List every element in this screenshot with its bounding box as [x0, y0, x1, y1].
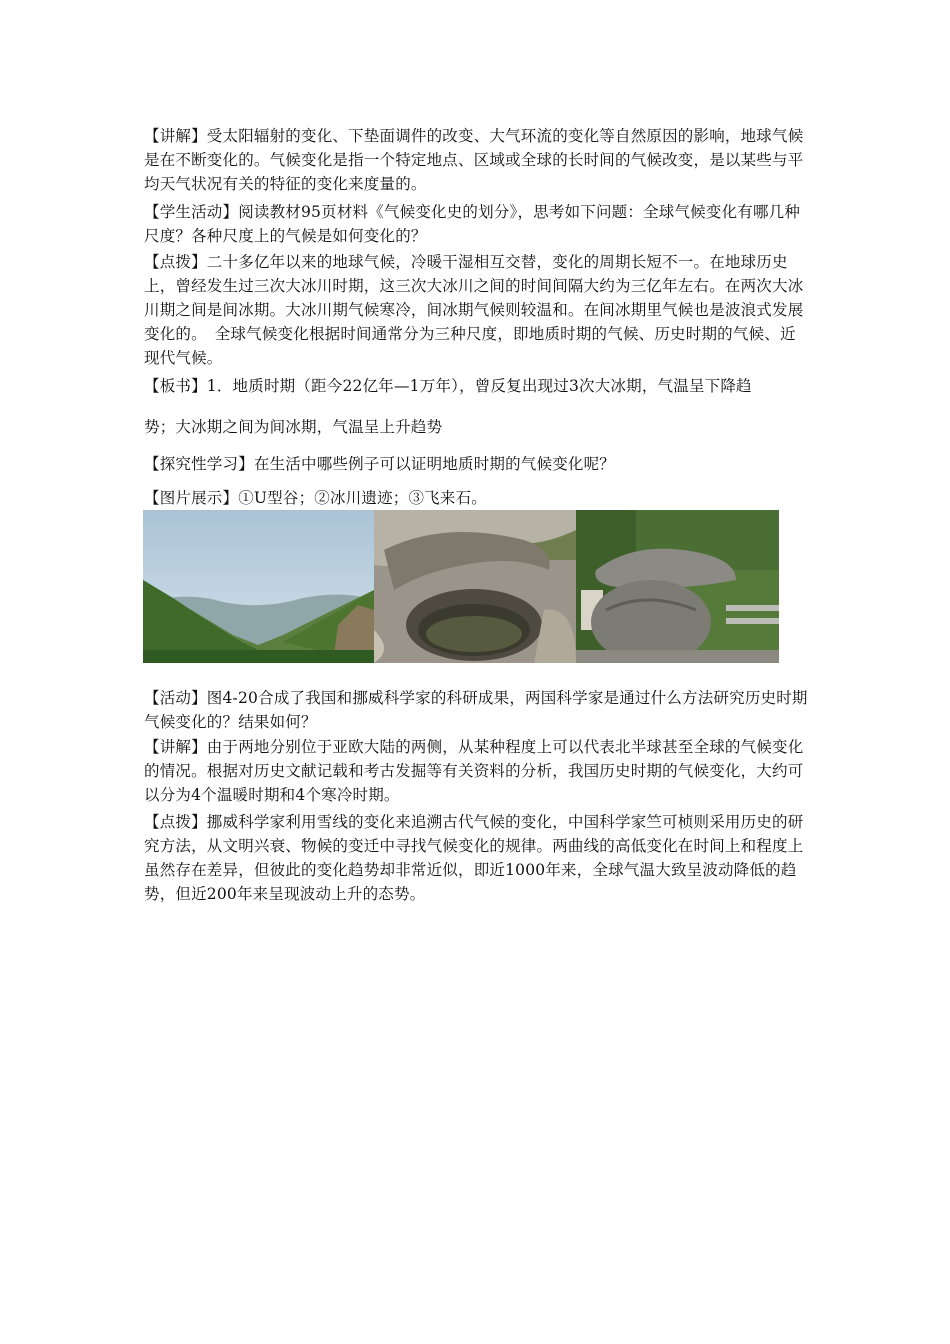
paragraph-inquiry: 【探究性学习】在生活中哪些例子可以证明地质时期的气候变化呢？	[144, 455, 616, 473]
paragraph-hint-2: 【点拨】挪威科学家利用雪线的变化来追溯古代气候的变化，中国科学家竺可桢则采用历史的研究方法，从文明兴衰、物候的变迁中寻找气候变化的规律。两曲线的高低变化在时间上和程度上虽然存在差异，但彼此的变化趋势却非常近似，即近1000年来，全球气温大致呈波动降低的趋势，但近200年来呈现波动上升的态势。	[144, 813, 804, 903]
paragraph-picture-show: 【图片展示】①U型谷；②冰川遗迹；③飞来石。	[144, 489, 487, 507]
paragraph-activity: 【活动】图4-20合成了我国和挪威科学家的科研成果，两国科学家是通过什么方法研究历史时期气候变化的？结果如何？	[144, 689, 808, 731]
paragraph-blackboard-cont: 势；大冰期之间为间冰期，气温呈上升趋势	[144, 418, 443, 436]
paragraph-hint-1: 【点拨】二十多亿年以来的地球气候，冷暖干湿相互交替，变化的周期长短不一。在地球历史上，曾经发生过三次大冰川时期，这三次大冰川之间的时间间隔大约为三亿年左右。在两次大冰川期之间是间冰期。大冰川期气候寒冷，间冰期气候则较温和。在间冰期里气候也是波浪式发展变化的。 全球气候变化根据时间通常分为三种尺度，即地质时期的气候、历史时期的气候、近现代气候。	[144, 253, 804, 367]
paragraph-explanation-1: 【讲解】受太阳辐射的变化、下垫面调件的改变、大气环流的变化等自然原因的影响，地球气候是在不断变化的。气候变化是指一个特定地点、区域或全球的长时间的气候改变，是以某些与平均天气状况有关的特征的变化来度量的。	[144, 127, 804, 193]
paragraph-blackboard: 【板书】1．地质时期（距今22亿年—1万年），曾反复出现过3次大冰期，气温呈下降趋	[144, 377, 752, 395]
glacier-pothole-photo	[374, 510, 576, 663]
u-valley-photo	[143, 510, 374, 663]
perched-boulder-photo	[576, 510, 779, 663]
paragraph-student-activity: 【学生活动】阅读教材95页材料《气候变化史的划分》，思考如下问题：全球气候变化有哪几种尺度？各种尺度上的气候是如何变化的？	[144, 203, 801, 245]
paragraph-explanation-2: 【讲解】由于两地分别位于亚欧大陆的两侧，从某种程度上可以代表北半球甚至全球的气候变化的情况。根据对历史文献记载和考古发掘等有关资料的分析，我国历史时期的气候变化，大约可以分为4个温暖时期和4个寒冷时期。	[144, 738, 804, 804]
photo-strip	[143, 510, 779, 663]
